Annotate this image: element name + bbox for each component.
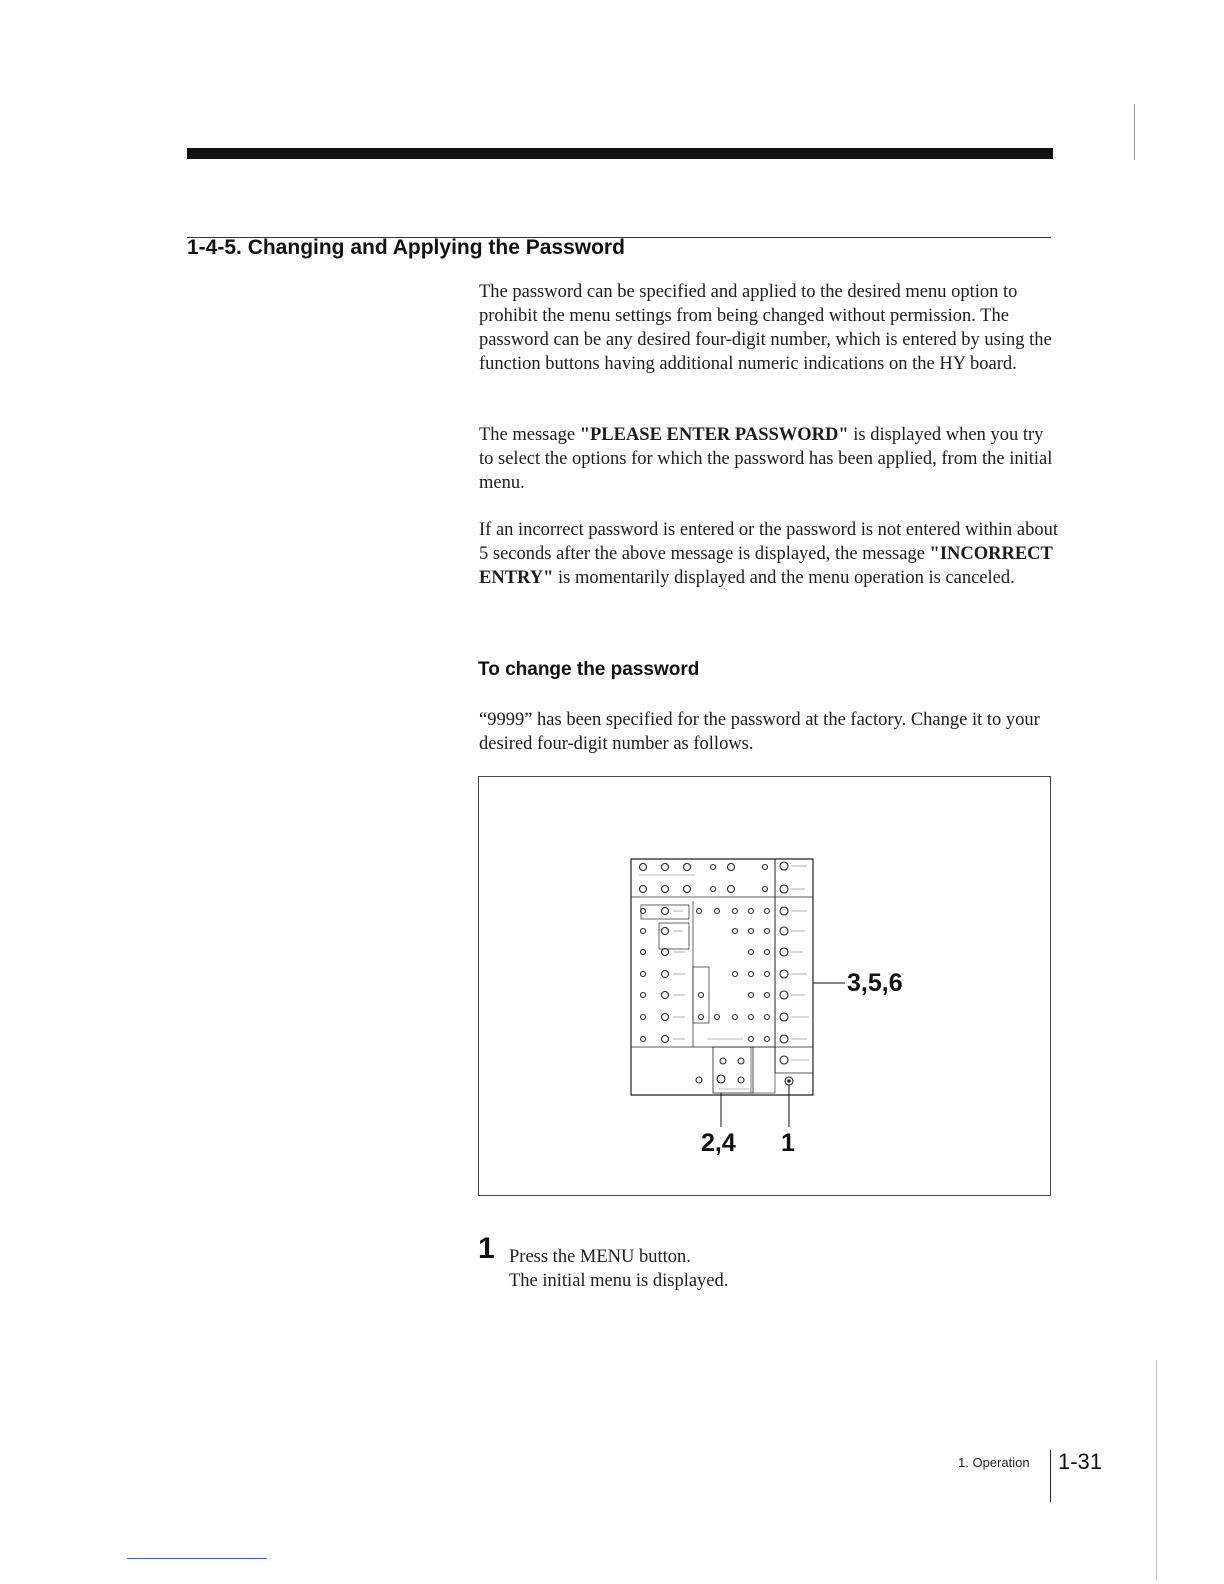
p3-text-before: If an incorrect password is entered or the password is not entered within about 5 seconds after the above message is displayed, the message: [479, 520, 1058, 564]
header-bar: [187, 148, 1053, 159]
edge-mark-top: [1134, 104, 1135, 160]
hy-board-figure: [478, 776, 1051, 1196]
hy-board-diagram: [479, 777, 1050, 1195]
p2-text-before: The message: [479, 425, 580, 445]
callout-2-4: 2,4: [701, 1129, 736, 1157]
step-1-number: 1: [478, 1232, 495, 1265]
subsection-intro: “9999” has been specified for the password at the factory. Change it to your desired four-digit number as follows.: [479, 710, 1040, 754]
message-incorrect-entry: "INCORRECT ENTRY": [479, 544, 1053, 588]
paragraph-please-enter: [479, 423, 1059, 495]
subsection-title: To change the password: [478, 659, 700, 680]
step-1-instruction: Press the MENU button.: [509, 1247, 691, 1267]
page-number: 1-31: [1058, 1449, 1103, 1474]
step-1-result: The initial menu is displayed.: [509, 1271, 729, 1291]
bottom-rule: [127, 1558, 267, 1559]
paragraph-incorrect-entry: [479, 518, 1059, 590]
p3-text-after: is momentarily displayed and the menu operation is canceled.: [553, 568, 1015, 588]
section-title: 1-4-5. Changing and Applying the Password: [187, 236, 625, 259]
p2-text-after: is displayed when you try to select the options for which the password has been applied, from the initial menu.: [479, 425, 1053, 493]
edge-mark-bottom: [1156, 1360, 1157, 1580]
footer-section-name: 1. Operation: [958, 1455, 1030, 1470]
callout-3-5-6: 3,5,6: [847, 969, 903, 997]
callout-1: 1: [781, 1129, 795, 1157]
paragraph-intro: The password can be specified and applied to the desired menu option to prohibit the menu settings from being changed without permission. The password can be any desired four-digit number, which is entered by using the function buttons having additional numeric indications on the HY board.: [479, 282, 1052, 374]
message-please-enter-password: "PLEASE ENTER PASSWORD": [579, 425, 849, 445]
footer-divider: [1050, 1450, 1051, 1502]
